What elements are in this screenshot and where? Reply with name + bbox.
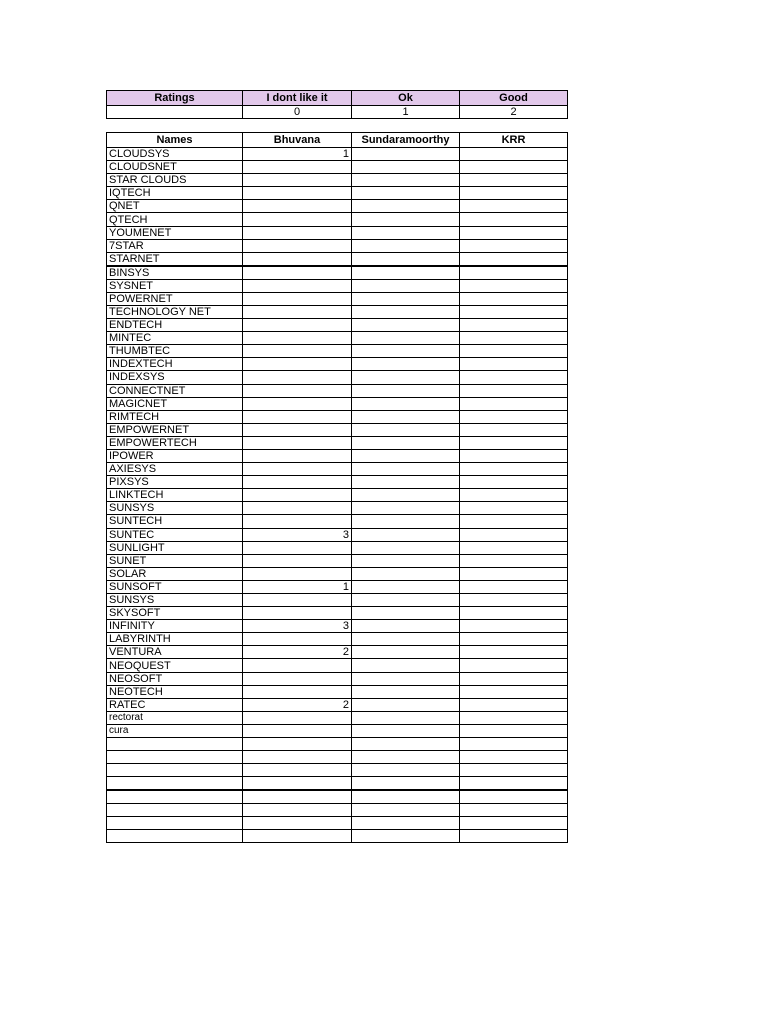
table-row: [107, 226, 568, 239]
name-cell[interactable]: RATEC: [107, 698, 243, 711]
table-row: [107, 489, 568, 502]
bhuvana-cell[interactable]: 1: [243, 148, 352, 161]
name-cell[interactable]: LABYRINTH: [107, 633, 243, 646]
sundaramoorthy-cell[interactable]: [352, 384, 460, 397]
sundaramoorthy-cell[interactable]: [352, 803, 460, 816]
bhuvana-cell[interactable]: [243, 594, 352, 607]
ratings-header-cell[interactable]: I dont like it: [243, 91, 352, 106]
krr-cell[interactable]: [460, 449, 568, 462]
name-cell[interactable]: SUNET: [107, 554, 243, 567]
krr-cell[interactable]: [460, 410, 568, 423]
name-cell[interactable]: INDEXSYS: [107, 371, 243, 384]
sundaramoorthy-cell[interactable]: [352, 279, 460, 292]
name-cell[interactable]: INDEXTECH: [107, 358, 243, 371]
name-cell[interactable]: [107, 777, 243, 790]
bhuvana-cell[interactable]: [243, 567, 352, 580]
krr-cell[interactable]: [460, 489, 568, 502]
sundaramoorthy-cell[interactable]: [352, 829, 460, 842]
sundaramoorthy-cell[interactable]: [352, 711, 460, 724]
table-row: [107, 384, 568, 397]
name-cell[interactable]: INFINITY: [107, 620, 243, 633]
table-row: [107, 711, 568, 724]
table-row: [107, 554, 568, 567]
sundaramoorthy-cell[interactable]: [352, 463, 460, 476]
ratings-header-cell[interactable]: Ok: [352, 91, 460, 106]
krr-cell[interactable]: [460, 200, 568, 213]
name-cell[interactable]: SKYSOFT: [107, 607, 243, 620]
table-row: [107, 174, 568, 187]
krr-cell[interactable]: [460, 345, 568, 358]
krr-cell[interactable]: [460, 620, 568, 633]
bhuvana-cell[interactable]: [243, 174, 352, 187]
name-cell[interactable]: NEOTECH: [107, 685, 243, 698]
name-cell[interactable]: VENTURA: [107, 646, 243, 659]
name-cell[interactable]: [107, 738, 243, 751]
bhuvana-cell[interactable]: [243, 724, 352, 737]
table-row: [107, 279, 568, 292]
krr-cell[interactable]: [460, 567, 568, 580]
name-cell[interactable]: [107, 803, 243, 816]
bhuvana-cell[interactable]: 3: [243, 620, 352, 633]
table-row: [107, 567, 568, 580]
bhuvana-cell[interactable]: [243, 187, 352, 200]
bhuvana-cell[interactable]: [243, 436, 352, 449]
table-row: [107, 698, 568, 711]
bhuvana-cell[interactable]: [243, 213, 352, 226]
sundaramoorthy-cell[interactable]: [352, 764, 460, 777]
bhuvana-cell[interactable]: [243, 200, 352, 213]
bhuvana-cell[interactable]: [243, 226, 352, 239]
name-cell[interactable]: AXIESYS: [107, 463, 243, 476]
table-row: [107, 476, 568, 489]
krr-cell[interactable]: [460, 685, 568, 698]
krr-cell[interactable]: [460, 239, 568, 252]
bhuvana-cell[interactable]: [243, 541, 352, 554]
name-cell[interactable]: NEOQUEST: [107, 659, 243, 672]
bhuvana-cell[interactable]: [243, 829, 352, 842]
bhuvana-cell[interactable]: [243, 463, 352, 476]
bhuvana-cell[interactable]: [243, 332, 352, 345]
sundaramoorthy-cell[interactable]: [352, 620, 460, 633]
sundaramoorthy-cell[interactable]: [352, 161, 460, 174]
sundaramoorthy-cell[interactable]: [352, 515, 460, 528]
bhuvana-cell[interactable]: [243, 764, 352, 777]
table-row: [107, 161, 568, 174]
name-cell[interactable]: NEOSOFT: [107, 672, 243, 685]
table-row: [107, 358, 568, 371]
bhuvana-cell[interactable]: [243, 777, 352, 790]
sundaramoorthy-cell[interactable]: [352, 633, 460, 646]
ratings-header-row: [107, 91, 568, 106]
bhuvana-cell[interactable]: [243, 345, 352, 358]
bhuvana-cell[interactable]: [243, 803, 352, 816]
table-row: [107, 252, 568, 266]
name-cell[interactable]: CONNECTNET: [107, 384, 243, 397]
bhuvana-cell[interactable]: [243, 384, 352, 397]
name-cell[interactable]: TECHNOLOGY NET: [107, 305, 243, 318]
krr-cell[interactable]: [460, 790, 568, 803]
name-cell[interactable]: SYSNET: [107, 279, 243, 292]
krr-cell[interactable]: [460, 646, 568, 659]
column-header-bhuvana[interactable]: Bhuvana: [243, 133, 352, 148]
bhuvana-cell[interactable]: [243, 449, 352, 462]
table-row: [107, 332, 568, 345]
sundaramoorthy-cell[interactable]: [352, 476, 460, 489]
krr-cell[interactable]: [460, 161, 568, 174]
table-row: [107, 685, 568, 698]
bhuvana-cell[interactable]: [243, 751, 352, 764]
sundaramoorthy-cell[interactable]: [352, 646, 460, 659]
table-row: [107, 449, 568, 462]
bhuvana-cell[interactable]: [243, 423, 352, 436]
name-cell[interactable]: QTECH: [107, 213, 243, 226]
bhuvana-cell[interactable]: [243, 239, 352, 252]
table-row: [107, 148, 568, 161]
krr-cell[interactable]: [460, 724, 568, 737]
table-row: [107, 594, 568, 607]
krr-cell[interactable]: [460, 332, 568, 345]
sundaramoorthy-cell[interactable]: [352, 187, 460, 200]
sundaramoorthy-cell[interactable]: [352, 580, 460, 593]
sundaramoorthy-cell[interactable]: [352, 397, 460, 410]
table-row: [107, 345, 568, 358]
name-cell[interactable]: BINSYS: [107, 266, 243, 280]
table-row: [107, 646, 568, 659]
krr-cell[interactable]: [460, 580, 568, 593]
sundaramoorthy-cell[interactable]: [352, 502, 460, 515]
name-cell[interactable]: STARNET: [107, 252, 243, 266]
name-cell[interactable]: [107, 790, 243, 803]
krr-cell[interactable]: [460, 358, 568, 371]
bhuvana-cell[interactable]: [243, 672, 352, 685]
names-header-row: [107, 133, 568, 148]
krr-cell[interactable]: [460, 292, 568, 305]
bhuvana-cell[interactable]: [243, 659, 352, 672]
table-row: [107, 803, 568, 816]
krr-cell[interactable]: [460, 174, 568, 187]
bhuvana-cell[interactable]: [243, 319, 352, 332]
krr-cell[interactable]: [460, 777, 568, 790]
name-cell[interactable]: 7STAR: [107, 239, 243, 252]
bhuvana-cell[interactable]: 2: [243, 646, 352, 659]
name-cell[interactable]: LINKTECH: [107, 489, 243, 502]
name-cell[interactable]: CLOUDSYS: [107, 148, 243, 161]
table-row: [107, 738, 568, 751]
krr-cell[interactable]: [460, 384, 568, 397]
krr-cell[interactable]: [460, 463, 568, 476]
table-row: [107, 528, 568, 541]
name-cell[interactable]: SUNTECH: [107, 515, 243, 528]
bhuvana-cell[interactable]: [243, 489, 352, 502]
krr-cell[interactable]: [460, 515, 568, 528]
krr-cell[interactable]: [460, 764, 568, 777]
name-cell[interactable]: [107, 829, 243, 842]
names-table-body: [107, 148, 568, 843]
ratings-header-cell[interactable]: Ratings: [107, 91, 243, 106]
table-row: [107, 829, 568, 842]
krr-cell[interactable]: [460, 371, 568, 384]
sundaramoorthy-cell[interactable]: [352, 266, 460, 280]
sundaramoorthy-cell[interactable]: [352, 371, 460, 384]
name-cell[interactable]: SUNSOFT: [107, 580, 243, 593]
bhuvana-cell[interactable]: [243, 502, 352, 515]
name-cell[interactable]: SUNSYS: [107, 594, 243, 607]
sundaramoorthy-cell[interactable]: [352, 541, 460, 554]
table-row: [107, 790, 568, 803]
column-header-krr[interactable]: KRR: [460, 133, 568, 148]
krr-cell[interactable]: [460, 659, 568, 672]
bhuvana-cell[interactable]: 3: [243, 528, 352, 541]
krr-cell[interactable]: [460, 751, 568, 764]
name-cell[interactable]: [107, 816, 243, 829]
table-row: [107, 672, 568, 685]
table-row: [107, 319, 568, 332]
column-header-sundaramoorthy[interactable]: Sundaramoorthy: [352, 133, 460, 148]
column-header-names[interactable]: Names: [107, 133, 243, 148]
name-cell[interactable]: MINTEC: [107, 332, 243, 345]
bhuvana-cell[interactable]: [243, 397, 352, 410]
name-cell[interactable]: cura: [107, 724, 243, 737]
name-cell[interactable]: ENDTECH: [107, 319, 243, 332]
krr-cell[interactable]: [460, 187, 568, 200]
names-rating-table: [106, 132, 568, 843]
ratings-value-cell[interactable]: 2: [460, 106, 568, 119]
sundaramoorthy-cell[interactable]: [352, 305, 460, 318]
table-row: [107, 724, 568, 737]
ratings-value-cell[interactable]: [107, 106, 243, 119]
sundaramoorthy-cell[interactable]: [352, 567, 460, 580]
bhuvana-cell[interactable]: [243, 410, 352, 423]
sundaramoorthy-cell[interactable]: [352, 332, 460, 345]
krr-cell[interactable]: [460, 672, 568, 685]
krr-cell[interactable]: [460, 698, 568, 711]
sundaramoorthy-cell[interactable]: [352, 790, 460, 803]
bhuvana-cell[interactable]: [243, 358, 352, 371]
name-cell[interactable]: EMPOWERNET: [107, 423, 243, 436]
sundaramoorthy-cell[interactable]: [352, 252, 460, 266]
table-row: [107, 659, 568, 672]
sundaramoorthy-cell[interactable]: [352, 449, 460, 462]
name-cell[interactable]: [107, 764, 243, 777]
bhuvana-cell[interactable]: [243, 279, 352, 292]
bhuvana-cell[interactable]: [243, 738, 352, 751]
table-row: [107, 292, 568, 305]
krr-cell[interactable]: [460, 266, 568, 280]
krr-cell[interactable]: [460, 319, 568, 332]
name-cell[interactable]: SUNSYS: [107, 502, 243, 515]
sundaramoorthy-cell[interactable]: [352, 685, 460, 698]
sundaramoorthy-cell[interactable]: [352, 659, 460, 672]
sundaramoorthy-cell[interactable]: [352, 148, 460, 161]
table-row: [107, 502, 568, 515]
table-row: [107, 620, 568, 633]
table-row: [107, 607, 568, 620]
ratings-value-cell[interactable]: 1: [352, 106, 460, 119]
ratings-value-row: [107, 106, 568, 119]
sundaramoorthy-cell[interactable]: [352, 594, 460, 607]
krr-cell[interactable]: [460, 226, 568, 239]
krr-cell[interactable]: [460, 148, 568, 161]
table-row: [107, 187, 568, 200]
name-cell[interactable]: PIXSYS: [107, 476, 243, 489]
table-row: [107, 213, 568, 226]
name-cell[interactable]: EMPOWERTECH: [107, 436, 243, 449]
table-row: [107, 239, 568, 252]
bhuvana-cell[interactable]: [243, 816, 352, 829]
bhuvana-cell[interactable]: [243, 711, 352, 724]
table-row: [107, 423, 568, 436]
bhuvana-cell[interactable]: 2: [243, 698, 352, 711]
table-row: [107, 764, 568, 777]
krr-cell[interactable]: [460, 633, 568, 646]
sundaramoorthy-cell[interactable]: [352, 816, 460, 829]
sundaramoorthy-cell[interactable]: [352, 698, 460, 711]
bhuvana-cell[interactable]: [243, 371, 352, 384]
krr-cell[interactable]: [460, 305, 568, 318]
name-cell[interactable]: rectorat: [107, 711, 243, 724]
bhuvana-cell[interactable]: [243, 292, 352, 305]
ratings-value-cell[interactable]: 0: [243, 106, 352, 119]
sundaramoorthy-cell[interactable]: [352, 489, 460, 502]
table-row: [107, 633, 568, 646]
sundaramoorthy-cell[interactable]: [352, 239, 460, 252]
krr-cell[interactable]: [460, 738, 568, 751]
bhuvana-cell[interactable]: [243, 515, 352, 528]
krr-cell[interactable]: [460, 528, 568, 541]
sundaramoorthy-cell[interactable]: [352, 436, 460, 449]
bhuvana-cell[interactable]: [243, 790, 352, 803]
table-row: [107, 541, 568, 554]
krr-cell[interactable]: [460, 711, 568, 724]
table-row: [107, 397, 568, 410]
table-row: [107, 371, 568, 384]
sundaramoorthy-cell[interactable]: [352, 738, 460, 751]
name-cell[interactable]: YOUMENET: [107, 226, 243, 239]
bhuvana-cell[interactable]: [243, 685, 352, 698]
bhuvana-cell[interactable]: [243, 266, 352, 280]
table-row: [107, 580, 568, 593]
table-row: [107, 463, 568, 476]
sundaramoorthy-cell[interactable]: [352, 319, 460, 332]
table-row: [107, 816, 568, 829]
name-cell[interactable]: CLOUDSNET: [107, 161, 243, 174]
name-cell[interactable]: SUNLIGHT: [107, 541, 243, 554]
bhuvana-cell[interactable]: [243, 476, 352, 489]
sundaramoorthy-cell[interactable]: [352, 174, 460, 187]
table-row: [107, 305, 568, 318]
name-cell[interactable]: RIMTECH: [107, 410, 243, 423]
name-cell[interactable]: IPOWER: [107, 449, 243, 462]
sundaramoorthy-cell[interactable]: [352, 292, 460, 305]
krr-cell[interactable]: [460, 816, 568, 829]
sundaramoorthy-cell[interactable]: [352, 528, 460, 541]
krr-cell[interactable]: [460, 213, 568, 226]
sundaramoorthy-cell[interactable]: [352, 554, 460, 567]
table-row: [107, 266, 568, 280]
bhuvana-cell[interactable]: [243, 252, 352, 266]
sundaramoorthy-cell[interactable]: [352, 724, 460, 737]
krr-cell[interactable]: [460, 502, 568, 515]
sundaramoorthy-cell[interactable]: [352, 358, 460, 371]
bhuvana-cell[interactable]: [243, 305, 352, 318]
krr-cell[interactable]: [460, 436, 568, 449]
sundaramoorthy-cell[interactable]: [352, 672, 460, 685]
bhuvana-cell[interactable]: [243, 554, 352, 567]
sundaramoorthy-cell[interactable]: [352, 226, 460, 239]
krr-cell[interactable]: [460, 554, 568, 567]
krr-cell[interactable]: [460, 397, 568, 410]
sundaramoorthy-cell[interactable]: [352, 345, 460, 358]
name-cell[interactable]: QNET: [107, 200, 243, 213]
name-cell[interactable]: POWERNET: [107, 292, 243, 305]
table-row: [107, 751, 568, 764]
krr-cell[interactable]: [460, 829, 568, 842]
name-cell[interactable]: STAR CLOUDS: [107, 174, 243, 187]
table-row: [107, 515, 568, 528]
table-row: [107, 436, 568, 449]
bhuvana-cell[interactable]: 1: [243, 580, 352, 593]
krr-cell[interactable]: [460, 803, 568, 816]
table-row: [107, 200, 568, 213]
sundaramoorthy-cell[interactable]: [352, 200, 460, 213]
name-cell[interactable]: MAGICNET: [107, 397, 243, 410]
sundaramoorthy-cell[interactable]: [352, 751, 460, 764]
sundaramoorthy-cell[interactable]: [352, 213, 460, 226]
table-row: [107, 777, 568, 790]
bhuvana-cell[interactable]: [243, 607, 352, 620]
krr-cell[interactable]: [460, 279, 568, 292]
bhuvana-cell[interactable]: [243, 161, 352, 174]
krr-cell[interactable]: [460, 594, 568, 607]
sundaramoorthy-cell[interactable]: [352, 423, 460, 436]
sundaramoorthy-cell[interactable]: [352, 607, 460, 620]
sundaramoorthy-cell[interactable]: [352, 777, 460, 790]
name-cell[interactable]: [107, 751, 243, 764]
krr-cell[interactable]: [460, 423, 568, 436]
name-cell[interactable]: THUMBTEC: [107, 345, 243, 358]
krr-cell[interactable]: [460, 541, 568, 554]
name-cell[interactable]: IQTECH: [107, 187, 243, 200]
krr-cell[interactable]: [460, 476, 568, 489]
table-row: [107, 410, 568, 423]
bhuvana-cell[interactable]: [243, 633, 352, 646]
ratings-table: [106, 90, 568, 119]
ratings-header-cell[interactable]: Good: [460, 91, 568, 106]
name-cell[interactable]: SUNTEC: [107, 528, 243, 541]
krr-cell[interactable]: [460, 607, 568, 620]
name-cell[interactable]: SOLAR: [107, 567, 243, 580]
sundaramoorthy-cell[interactable]: [352, 410, 460, 423]
krr-cell[interactable]: [460, 252, 568, 266]
